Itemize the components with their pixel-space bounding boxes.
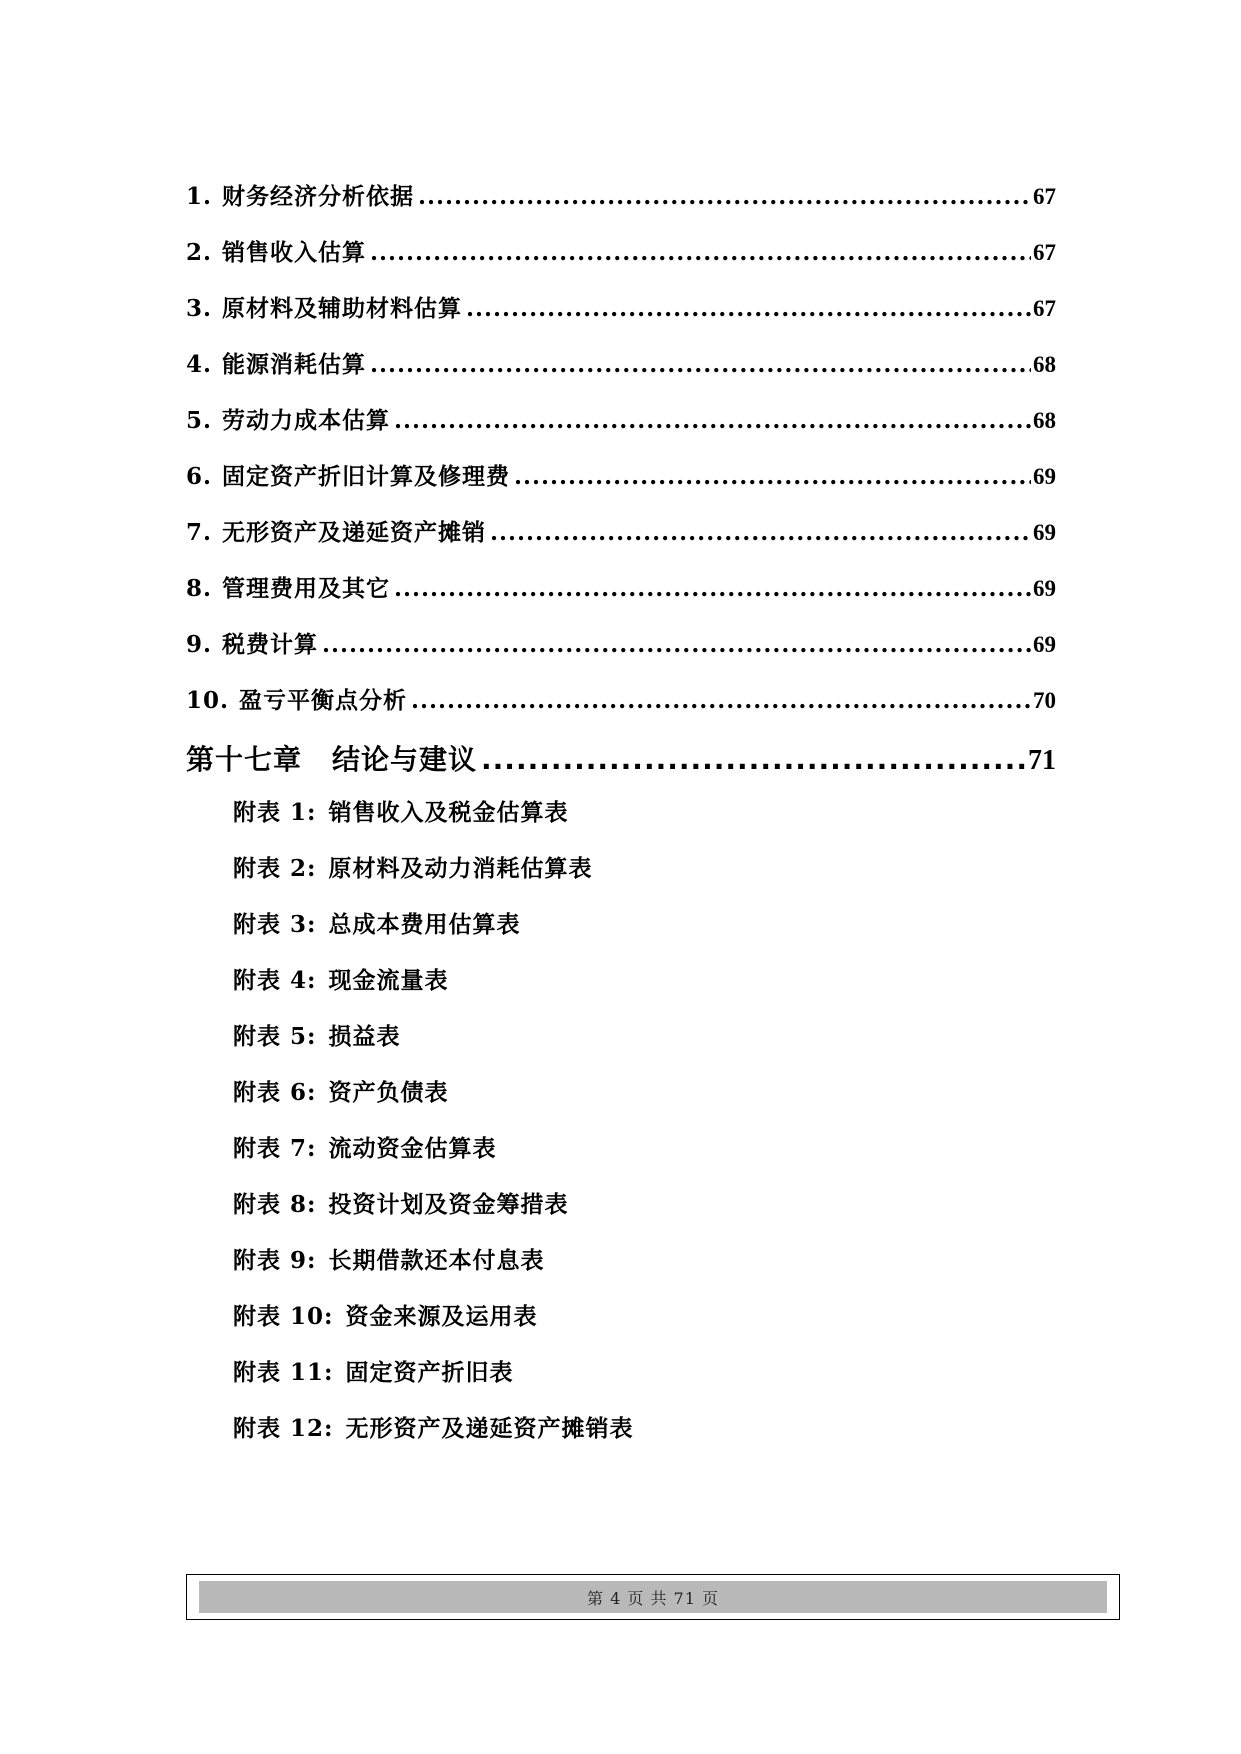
toc-leader-dots (394, 575, 1031, 602)
appendix-item-5[interactable] (233, 1018, 1033, 1074)
appendix-item-10[interactable] (233, 1298, 1033, 1354)
toc-entry-page: 67 (1033, 296, 1056, 321)
appendix-title: 总成本费用估算表 (328, 911, 521, 938)
toc-entry-title: 劳动力成本估算 (222, 407, 391, 434)
toc-entry-5[interactable] (186, 402, 1056, 458)
appendix-item-7[interactable] (233, 1130, 1033, 1186)
toc-entry-page: 68 (1033, 408, 1056, 433)
appendix-id: 附表 8: (233, 1191, 317, 1218)
toc-entry-title: 管理费用及其它 (222, 575, 391, 602)
appendix-title: 长期借款还本付息表 (328, 1247, 545, 1274)
appendix-id: 附表 10: (233, 1303, 334, 1330)
toc-entry-7[interactable] (186, 514, 1056, 570)
toc-entry-number: 9. (186, 631, 213, 658)
toc-entry-page: 69 (1033, 464, 1056, 489)
table-of-contents (186, 178, 1056, 794)
toc-entry-number: 4. (186, 351, 213, 378)
toc-leader-dots (411, 687, 1031, 714)
appendix-id: 附表 3: (233, 911, 317, 938)
appendix-title: 损益表 (328, 1023, 401, 1050)
page-number-text: 第 4 页 共 71 页 (587, 1588, 719, 1608)
toc-entry-title: 财务经济分析依据 (222, 183, 415, 210)
appendix-title: 无形资产及递延资产摊销表 (345, 1415, 634, 1442)
appendix-title: 固定资产折旧表 (345, 1359, 514, 1386)
toc-entry-number: 10. (186, 687, 230, 714)
toc-entry-number: 2. (186, 239, 213, 266)
appendix-id: 附表 9: (233, 1247, 317, 1274)
toc-chapter-number: 第十七章 (186, 743, 303, 776)
appendix-title: 资产负债表 (328, 1079, 449, 1106)
toc-entry-title: 能源消耗估算 (222, 351, 367, 378)
appendix-id: 附表 2: (233, 855, 317, 882)
toc-leader-dots (490, 519, 1031, 546)
appendix-item-4[interactable] (233, 962, 1033, 1018)
appendix-item-11[interactable] (233, 1354, 1033, 1410)
appendix-id: 附表 12: (233, 1415, 334, 1442)
toc-entry-4[interactable] (186, 346, 1056, 402)
toc-entry-title: 无形资产及递延资产摊销 (222, 519, 487, 546)
toc-leader-dots (394, 407, 1031, 434)
appendix-title: 原材料及动力消耗估算表 (328, 855, 593, 882)
toc-entry-number: 1. (186, 183, 213, 210)
appendix-item-2[interactable] (233, 850, 1033, 906)
toc-entry-10[interactable] (186, 682, 1056, 738)
appendix-id: 附表 5: (233, 1023, 317, 1050)
toc-entry-page: 68 (1033, 352, 1056, 377)
toc-entry-8[interactable] (186, 570, 1056, 626)
appendix-item-8[interactable] (233, 1186, 1033, 1242)
appendix-title: 流动资金估算表 (328, 1135, 497, 1162)
appendix-title: 资金来源及运用表 (345, 1303, 538, 1330)
toc-entry-6[interactable] (186, 458, 1056, 514)
appendix-item-3[interactable] (233, 906, 1033, 962)
page-footer (186, 1574, 1120, 1620)
toc-entry-1[interactable] (186, 178, 1056, 234)
appendix-list (233, 794, 1033, 1466)
toc-chapter-page: 71 (1028, 745, 1056, 776)
toc-entry-page: 67 (1033, 240, 1056, 265)
toc-entry-number: 7. (186, 519, 213, 546)
toc-entry-title: 销售收入估算 (222, 239, 367, 266)
toc-leader-dots (514, 463, 1031, 490)
toc-leader-dots (418, 183, 1031, 210)
appendix-id: 附表 1: (233, 799, 317, 826)
toc-entry-page: 69 (1033, 520, 1056, 545)
toc-entry-page: 70 (1033, 688, 1056, 713)
toc-entry-page: 69 (1033, 576, 1056, 601)
toc-leader-dots (370, 351, 1031, 378)
appendix-id: 附表 7: (233, 1135, 317, 1162)
toc-entry-title: 固定资产折旧计算及修理费 (222, 463, 511, 490)
appendix-id: 附表 6: (233, 1079, 317, 1106)
appendix-title: 投资计划及资金筹措表 (328, 1191, 569, 1218)
toc-leader-dots (370, 239, 1031, 266)
toc-chapter-17[interactable] (186, 738, 1056, 794)
toc-leader-dots (466, 295, 1031, 322)
appendix-title: 现金流量表 (328, 967, 449, 994)
toc-entry-9[interactable] (186, 626, 1056, 682)
appendix-title: 销售收入及税金估算表 (328, 799, 569, 826)
toc-chapter-title: 结论与建议 (332, 743, 478, 776)
appendix-item-6[interactable] (233, 1074, 1033, 1130)
toc-entry-page: 67 (1033, 184, 1056, 209)
toc-entry-3[interactable] (186, 290, 1056, 346)
toc-leader-dots (322, 631, 1031, 658)
page-number-bar (199, 1581, 1107, 1613)
toc-entry-title: 原材料及辅助材料估算 (222, 295, 463, 322)
toc-entry-number: 3. (186, 295, 213, 322)
toc-entry-number: 8. (186, 575, 213, 602)
toc-entry-page: 69 (1033, 632, 1056, 657)
toc-entry-number: 5. (186, 407, 213, 434)
appendix-id: 附表 4: (233, 967, 317, 994)
appendix-item-9[interactable] (233, 1242, 1033, 1298)
appendix-id: 附表 11: (233, 1359, 334, 1386)
appendix-item-1[interactable] (233, 794, 1033, 850)
toc-entry-title: 盈亏平衡点分析 (239, 687, 408, 714)
toc-leader-dots (481, 743, 1026, 776)
toc-entry-number: 6. (186, 463, 213, 490)
toc-entry-title: 税费计算 (222, 631, 319, 658)
appendix-item-12[interactable] (233, 1410, 1033, 1466)
toc-entry-2[interactable] (186, 234, 1056, 290)
